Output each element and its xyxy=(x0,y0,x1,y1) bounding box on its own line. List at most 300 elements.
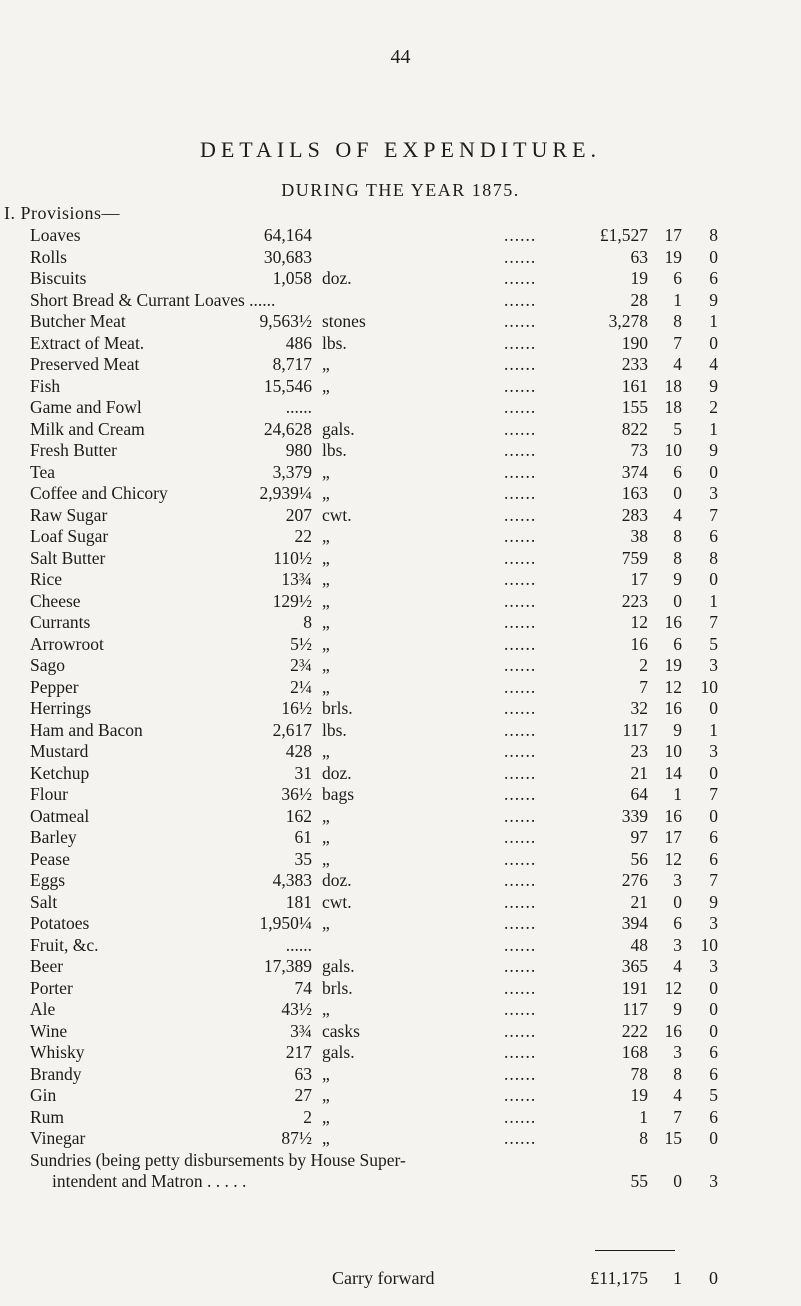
item-pence: 5 xyxy=(709,633,718,654)
sundries-row-cont xyxy=(0,1171,801,1193)
item-pence: 9 xyxy=(709,375,718,396)
page-number: 44 xyxy=(390,46,411,68)
table-row xyxy=(0,892,801,914)
item-shillings: 12 xyxy=(664,977,682,998)
sundries-pounds: 55 xyxy=(630,1171,648,1191)
item-pounds: 190 xyxy=(621,332,648,353)
item-unit: gals. xyxy=(322,956,355,976)
sundries-label-line2: intendent and Matron . . . . . xyxy=(52,1171,247,1191)
item-name: Ham and Bacon xyxy=(30,719,143,740)
item-quantity: 22 xyxy=(294,526,312,546)
item-name: Butcher Meat xyxy=(30,311,126,331)
leader-dots: ...... xyxy=(504,1106,537,1127)
item-shillings: 6 xyxy=(673,268,682,288)
item-unit: „ xyxy=(322,461,330,482)
table-row xyxy=(0,741,801,763)
leader-dots: ...... xyxy=(504,268,537,288)
item-name: Ale xyxy=(30,999,56,1019)
table-row xyxy=(0,397,801,419)
item-shillings: 0 xyxy=(673,590,682,611)
item-unit: cwt. xyxy=(322,504,352,525)
item-pounds: 374 xyxy=(621,461,648,482)
leader-dots: ...... xyxy=(504,741,537,761)
item-shillings: 17 xyxy=(664,225,682,245)
item-unit: „ xyxy=(322,1128,330,1148)
item-name: Flour xyxy=(30,784,68,804)
item-pence: 3 xyxy=(709,956,718,976)
item-shillings: 7 xyxy=(673,332,682,353)
item-unit: „ xyxy=(322,483,330,503)
item-pounds: 19 xyxy=(630,1085,648,1105)
item-pence: 0 xyxy=(709,1128,718,1148)
item-unit: „ xyxy=(322,848,330,869)
item-pence: 7 xyxy=(709,784,718,804)
item-name: Game and Fowl xyxy=(30,397,142,417)
item-pence: 0 xyxy=(709,246,718,267)
item-quantity: 15,546 xyxy=(263,375,312,396)
item-name: Eggs xyxy=(30,870,65,890)
item-unit: „ xyxy=(322,741,330,761)
leader-dots: ...... xyxy=(504,676,537,697)
item-name: Potatoes xyxy=(30,913,90,933)
item-pounds: 1 xyxy=(639,1106,648,1127)
item-unit: doz. xyxy=(322,268,352,288)
table-row xyxy=(0,505,801,527)
leader-dots: ...... xyxy=(504,418,537,439)
item-quantity: 486 xyxy=(285,332,312,353)
item-quantity: 35 xyxy=(294,848,312,869)
item-shillings: 9 xyxy=(673,999,682,1019)
carry-forward-shillings: 1 xyxy=(673,1268,682,1288)
item-shillings: 12 xyxy=(664,676,682,697)
item-quantity: 2 xyxy=(303,1106,312,1127)
table-row xyxy=(0,526,801,548)
leader-dots: ...... xyxy=(504,246,537,267)
item-shillings: 6 xyxy=(673,913,682,933)
item-shillings: 10 xyxy=(664,440,682,460)
item-pounds: 63 xyxy=(630,246,648,267)
item-quantity: 2,617 xyxy=(272,719,312,740)
leader-dots: ...... xyxy=(504,354,537,374)
leader-dots: ...... xyxy=(504,1128,537,1148)
leader-dots: ...... xyxy=(504,289,537,310)
item-pounds: 16 xyxy=(630,633,648,654)
item-quantity: 2¼ xyxy=(290,676,312,697)
item-name: Rice xyxy=(30,569,63,589)
item-shillings: 1 xyxy=(673,784,682,804)
item-shillings: 17 xyxy=(664,827,682,847)
item-unit: „ xyxy=(322,526,330,546)
item-pence: 6 xyxy=(709,268,718,288)
table-row xyxy=(0,440,801,462)
table-row xyxy=(0,806,801,828)
leader-dots: ...... xyxy=(504,827,537,847)
table-row xyxy=(0,333,801,355)
item-shillings: 7 xyxy=(673,1106,682,1127)
table-row xyxy=(0,290,801,312)
table-row xyxy=(0,354,801,376)
leader-dots: ...... xyxy=(504,526,537,546)
item-unit: „ xyxy=(322,547,330,568)
item-name: Pepper xyxy=(30,676,79,697)
item-pounds: 97 xyxy=(630,827,648,847)
table-row xyxy=(0,1064,801,1086)
leader-dots: ...... xyxy=(504,225,537,245)
item-pence: 9 xyxy=(709,440,718,460)
table-row xyxy=(0,677,801,699)
item-shillings: 14 xyxy=(664,762,682,783)
item-pence: 1 xyxy=(709,418,718,439)
item-name: Raw Sugar xyxy=(30,504,108,525)
leader-dots: ...... xyxy=(504,784,537,804)
item-pounds: 48 xyxy=(630,934,648,955)
item-unit: lbs. xyxy=(322,440,347,460)
leader-dots: ...... xyxy=(504,569,537,589)
item-shillings: 4 xyxy=(673,354,682,374)
item-pounds: £1,527 xyxy=(599,225,648,245)
item-name: Herrings xyxy=(30,698,92,718)
item-quantity: 217 xyxy=(285,1042,312,1062)
table-row xyxy=(0,1085,801,1107)
leader-dots: ...... xyxy=(504,999,537,1019)
item-unit: doz. xyxy=(322,870,352,890)
item-pounds: 17 xyxy=(630,569,648,589)
item-pounds: 56 xyxy=(630,848,648,869)
item-pounds: 283 xyxy=(621,504,648,525)
item-quantity: 8 xyxy=(303,612,312,632)
item-name: Milk and Cream xyxy=(30,418,145,439)
item-shillings: 15 xyxy=(664,1128,682,1148)
leader-dots: ...... xyxy=(504,397,537,417)
item-pounds: 365 xyxy=(621,956,648,976)
item-unit: „ xyxy=(322,1106,330,1127)
item-unit: stones xyxy=(322,311,366,331)
item-unit: „ xyxy=(322,1085,330,1105)
item-name: Gin xyxy=(30,1085,57,1105)
item-pounds: 155 xyxy=(621,397,648,417)
item-pence: 6 xyxy=(709,1042,718,1062)
item-unit: „ xyxy=(322,999,330,1019)
item-pounds: 117 xyxy=(622,999,648,1019)
item-pence: 0 xyxy=(709,569,718,589)
item-name: Tea xyxy=(30,461,56,482)
item-pence: 7 xyxy=(709,504,718,525)
item-name: Sago xyxy=(30,655,65,675)
item-shillings: 18 xyxy=(664,375,682,396)
item-quantity: ...... xyxy=(285,397,312,417)
item-quantity: 3¾ xyxy=(290,1020,312,1041)
sundries-label-line1: Sundries (being petty disbursements by House Super- xyxy=(30,1149,406,1170)
item-shillings: 18 xyxy=(664,397,682,417)
item-pence: 3 xyxy=(709,483,718,503)
item-quantity: 129½ xyxy=(272,590,312,611)
item-shillings: 19 xyxy=(664,246,682,267)
table-row xyxy=(0,655,801,677)
table-row xyxy=(0,225,801,247)
item-unit: „ xyxy=(322,569,330,589)
item-pounds: 78 xyxy=(630,1063,648,1084)
item-quantity: 31 xyxy=(294,762,312,783)
table-row xyxy=(0,978,801,1000)
item-pounds: 38 xyxy=(630,526,648,546)
item-pence: 3 xyxy=(709,655,718,675)
table-row xyxy=(0,763,801,785)
item-name: Preserved Meat xyxy=(30,354,140,374)
item-shillings: 8 xyxy=(673,526,682,546)
item-unit: gals. xyxy=(322,418,355,439)
leader-dots: ...... xyxy=(504,891,537,912)
leader-dots: ...... xyxy=(504,934,537,955)
leader-dots: ...... xyxy=(504,870,537,890)
item-shillings: 16 xyxy=(664,805,682,826)
item-unit: casks xyxy=(322,1020,360,1041)
item-shillings: 16 xyxy=(664,698,682,718)
table-row xyxy=(0,827,801,849)
item-pence: 2 xyxy=(709,397,718,417)
item-pence: 6 xyxy=(709,848,718,869)
item-quantity: 110½ xyxy=(273,547,312,568)
table-row xyxy=(0,634,801,656)
item-name: Beer xyxy=(30,956,64,976)
sundries-shillings: 0 xyxy=(673,1171,682,1191)
item-pence: 0 xyxy=(709,332,718,353)
item-unit: „ xyxy=(322,612,330,632)
item-quantity: 43½ xyxy=(281,999,312,1019)
table-row xyxy=(0,935,801,957)
table-row xyxy=(0,311,801,333)
leader-dots: ...... xyxy=(504,655,537,675)
item-name: Wine xyxy=(30,1020,68,1041)
item-pounds: 19 xyxy=(630,268,648,288)
item-name: Oatmeal xyxy=(30,805,90,826)
leader-dots: ...... xyxy=(504,375,537,396)
item-quantity: ...... xyxy=(285,934,312,955)
item-pounds: 21 xyxy=(630,762,648,783)
item-pounds: 191 xyxy=(621,977,648,998)
leader-dots: ...... xyxy=(504,848,537,869)
item-quantity: 980 xyxy=(285,440,312,460)
item-shillings: 5 xyxy=(673,418,682,439)
item-pounds: 32 xyxy=(630,698,648,718)
table-row xyxy=(0,1128,801,1150)
item-quantity: 181 xyxy=(285,891,312,912)
leader-dots: ...... xyxy=(504,1085,537,1105)
item-quantity: 13¾ xyxy=(281,569,312,589)
item-pounds: 2 xyxy=(639,655,648,675)
leader-dots: ...... xyxy=(504,1020,537,1041)
item-pence: 3 xyxy=(709,741,718,761)
leader-dots: ...... xyxy=(504,913,537,933)
table-row xyxy=(0,1021,801,1043)
item-quantity: 9,563½ xyxy=(259,311,312,331)
table-row xyxy=(0,569,801,591)
leader-dots: ...... xyxy=(504,1063,537,1084)
item-shillings: 4 xyxy=(673,504,682,525)
item-unit: bags xyxy=(322,784,355,804)
item-shillings: 8 xyxy=(673,1063,682,1084)
item-unit: „ xyxy=(322,805,330,826)
item-pounds: 168 xyxy=(621,1042,648,1062)
item-quantity: 63 xyxy=(294,1063,312,1084)
item-quantity: 3,379 xyxy=(272,461,312,482)
table-row xyxy=(0,419,801,441)
table-row xyxy=(0,612,801,634)
leader-dots: ...... xyxy=(504,461,537,482)
item-quantity: 207 xyxy=(285,504,312,525)
item-pence: 1 xyxy=(709,590,718,611)
item-name: Fish xyxy=(30,375,61,396)
item-pence: 8 xyxy=(709,225,718,245)
item-quantity: 64,164 xyxy=(263,225,312,245)
item-pence: 8 xyxy=(709,547,718,568)
item-pence: 3 xyxy=(709,913,718,933)
item-pounds: 223 xyxy=(621,590,648,611)
item-unit: „ xyxy=(322,1063,330,1084)
table-row xyxy=(0,999,801,1021)
item-shillings: 3 xyxy=(673,934,682,955)
item-pence: 1 xyxy=(709,311,718,331)
leader-dots: ...... xyxy=(504,504,537,525)
item-quantity: 5½ xyxy=(290,633,312,654)
item-unit: brls. xyxy=(322,698,353,718)
leader-dots: ...... xyxy=(504,805,537,826)
item-unit: „ xyxy=(322,590,330,611)
item-name: Salt xyxy=(30,891,58,912)
item-shillings: 3 xyxy=(673,1042,682,1062)
table-row xyxy=(0,548,801,570)
item-pounds: 163 xyxy=(621,483,648,503)
table-row xyxy=(0,1107,801,1129)
item-name: Coffee and Chicory xyxy=(30,483,168,503)
item-pounds: 64 xyxy=(630,784,648,804)
page-subtitle: DURING THE YEAR 1875. xyxy=(281,180,520,200)
item-pence: 6 xyxy=(709,1063,718,1084)
carry-forward-label: Carry forward xyxy=(332,1268,435,1288)
leader-dots: ...... xyxy=(504,698,537,718)
item-quantity: 61 xyxy=(294,827,312,847)
table-row xyxy=(0,483,801,505)
item-pounds: 822 xyxy=(621,418,648,439)
leader-dots: ...... xyxy=(504,332,537,353)
item-quantity: 16½ xyxy=(281,698,312,718)
item-quantity: 30,683 xyxy=(263,246,312,267)
leader-dots: ...... xyxy=(504,590,537,611)
item-quantity: 87½ xyxy=(281,1128,312,1148)
item-pounds: 8 xyxy=(639,1128,648,1148)
item-name: Whisky xyxy=(30,1042,85,1062)
item-shillings: 4 xyxy=(673,956,682,976)
item-pence: 0 xyxy=(709,762,718,783)
leader-dots: ...... xyxy=(504,612,537,632)
item-pence: 9 xyxy=(709,891,718,912)
item-shillings: 4 xyxy=(673,1085,682,1105)
item-name: Barley xyxy=(30,827,77,847)
item-unit: „ xyxy=(322,354,330,374)
item-pounds: 233 xyxy=(621,354,648,374)
sundries-pence: 3 xyxy=(709,1171,718,1191)
item-shillings: 0 xyxy=(673,483,682,503)
item-name: Salt Butter xyxy=(30,547,106,568)
item-unit: lbs. xyxy=(322,332,347,353)
item-pence: 7 xyxy=(709,870,718,890)
item-name: Pease xyxy=(30,848,70,869)
item-unit: „ xyxy=(322,375,330,396)
item-name: Currants xyxy=(30,612,91,632)
table-row xyxy=(0,1042,801,1064)
item-pounds: 276 xyxy=(621,870,648,890)
item-name: Brandy xyxy=(30,1063,82,1084)
leader-dots: ...... xyxy=(504,547,537,568)
item-shillings: 6 xyxy=(673,461,682,482)
item-quantity: 1,950¼ xyxy=(259,913,312,933)
section-heading: I. Provisions— xyxy=(4,203,121,223)
item-quantity: 24,628 xyxy=(263,418,312,439)
table-row xyxy=(0,247,801,269)
item-pence: 0 xyxy=(709,805,718,826)
item-shillings: 8 xyxy=(673,547,682,568)
leader-dots: ...... xyxy=(504,633,537,654)
item-pence: 0 xyxy=(709,977,718,998)
carry-forward-pence: 0 xyxy=(709,1268,718,1288)
item-pence: 7 xyxy=(709,612,718,632)
item-shillings: 10 xyxy=(664,741,682,761)
table-row xyxy=(0,376,801,398)
item-name: Vinegar xyxy=(30,1128,86,1148)
table-row xyxy=(0,849,801,871)
expenditure-table xyxy=(0,225,801,1193)
item-pounds: 7 xyxy=(639,676,648,697)
item-unit: „ xyxy=(322,676,330,697)
item-quantity: 2¾ xyxy=(290,655,312,675)
carry-forward-pounds: £11,175 xyxy=(590,1268,648,1288)
item-pence: 0 xyxy=(709,698,718,718)
item-name: Loaf Sugar xyxy=(30,526,109,546)
leader-dots: ...... xyxy=(504,719,537,740)
leader-dots: ...... xyxy=(504,311,537,331)
sundries-row xyxy=(0,1150,801,1172)
item-quantity: 2,939¼ xyxy=(259,483,312,503)
item-pence: 10 xyxy=(700,934,718,955)
item-quantity: 74 xyxy=(294,977,312,998)
item-quantity: 27 xyxy=(294,1085,312,1105)
total-rule xyxy=(595,1250,675,1251)
item-pence: 5 xyxy=(709,1085,718,1105)
item-shillings: 0 xyxy=(673,891,682,912)
item-name: Cheese xyxy=(30,590,81,611)
item-name: Porter xyxy=(30,977,73,998)
table-row xyxy=(0,870,801,892)
item-unit: „ xyxy=(322,633,330,654)
item-shillings: 19 xyxy=(664,655,682,675)
item-shillings: 12 xyxy=(664,848,682,869)
item-quantity: 8,717 xyxy=(272,354,312,374)
table-row xyxy=(0,591,801,613)
item-pounds: 73 xyxy=(630,440,648,460)
table-row xyxy=(0,913,801,935)
item-quantity: 428 xyxy=(285,741,312,761)
item-unit: gals. xyxy=(322,1042,355,1062)
leader-dots: ...... xyxy=(504,440,537,460)
table-row xyxy=(0,698,801,720)
item-pence: 0 xyxy=(709,461,718,482)
item-name: Rolls xyxy=(30,246,67,267)
leader-dots: ...... xyxy=(504,977,537,998)
item-shillings: 9 xyxy=(673,569,682,589)
item-pence: 10 xyxy=(700,676,718,697)
item-name: Short Bread & Currant Loaves ...... xyxy=(30,289,276,310)
item-pence: 0 xyxy=(709,999,718,1019)
item-pence: 6 xyxy=(709,1106,718,1127)
